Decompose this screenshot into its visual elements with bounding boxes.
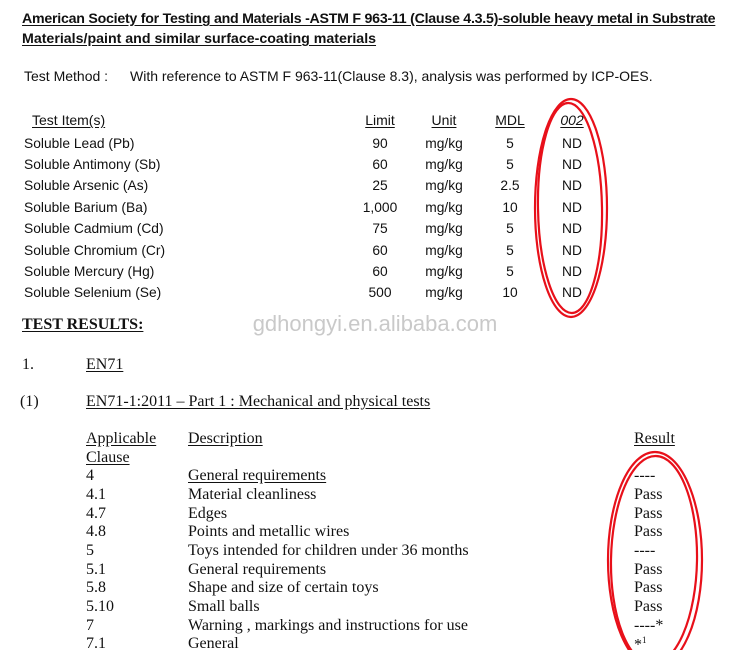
clause-description: Points and metallic wires [188,523,350,540]
clause-number: 7.1 [86,635,106,652]
clause-number: 4.8 [86,523,106,540]
unit-value: mg/kg [425,264,463,279]
col-header-result: Result [634,430,675,447]
clause-description: General requirements [188,561,327,578]
limit-value: 25 [372,178,388,193]
test-method-text: With reference to ASTM F 963-11(Clause 8.3), analysis was performed by ICP-OES. [130,68,653,84]
result-value: ND [562,136,582,151]
result-value: ND [562,221,582,236]
clause-description: Material cleanliness [188,486,317,503]
unit-value: mg/kg [425,200,463,215]
clause-result [634,635,647,654]
mdl-value: 5 [506,136,514,151]
test-item-name: Soluble Mercury (Hg) [24,264,155,279]
clause-number: 5 [86,542,94,559]
result-value: ND [562,157,582,172]
result-value: ND [562,243,582,258]
mdl-value: 10 [502,285,518,300]
clause-result: Pass [634,486,663,503]
limit-value: 1,000 [362,200,398,215]
clause-description: Edges [188,505,228,522]
result-value: ND [562,264,582,279]
clause-result: Pass [634,598,663,615]
clause-number: 4.7 [86,505,106,522]
clause-number: 4 [86,467,94,484]
col-header-unit: Unit [431,112,457,128]
clause-result: Pass [634,579,663,596]
col-header-sample-002: 002 [560,112,584,128]
test-results-heading: TEST RESULTS: [22,316,144,333]
clause-result: Pass [634,523,663,540]
limit-value: 60 [372,243,388,258]
col-header-description: Description [188,430,263,447]
mdl-value: 5 [506,157,514,172]
test-item-name: Soluble Cadmium (Cd) [24,221,164,236]
test-item-name: Soluble Arsenic (As) [24,178,149,193]
unit-value: mg/kg [425,178,463,193]
result-value: ND [562,200,582,215]
test-method-label: Test Method : [24,68,109,84]
clause-result: ---- [634,467,656,484]
test-item-name: Soluble Chromium (Cr) [24,243,166,258]
clause-description: Shape and size of certain toys [188,579,379,596]
clause-result: ---- [634,542,656,559]
col-header-mdl: MDL [495,112,525,128]
result-value: ND [562,285,582,300]
test-item-name: Soluble Barium (Ba) [24,200,148,215]
clause-description: Toys intended for children under 36 months [188,542,469,559]
clause-result: Pass [634,561,663,578]
clause-description: Small balls [188,598,260,615]
limit-value: 90 [372,136,388,151]
mdl-value: 5 [506,243,514,258]
subsection-number: (1) [20,393,39,410]
unit-value: mg/kg [425,243,463,258]
unit-value: mg/kg [425,221,463,236]
col-header-limit: Limit [365,112,395,128]
clause-result-text: * [634,636,642,654]
section-title: EN71 [86,356,124,373]
col-header-test-item: Test Item(s) [32,112,106,128]
clause-result: Pass [634,505,663,522]
result-value: ND [562,178,582,193]
limit-value: 60 [372,157,388,172]
limit-value: 500 [368,285,392,300]
clause-number: 5.8 [86,579,106,596]
mdl-value: 5 [506,221,514,236]
report-title-line-1: American Society for Testing and Materials -ASTM F 963-11 (Clause 4.3.5)-soluble heavy metal in Substrate [22,11,716,27]
clause-number: 5.1 [86,561,106,578]
mdl-value: 5 [506,264,514,279]
report-title-line-2: Materials/paint and similar surface-coating materials [22,31,377,47]
limit-value: 75 [372,221,388,236]
mdl-value: 2.5 [500,178,520,193]
clause-description: General requirements [188,467,327,484]
clause-number: 7 [86,617,94,634]
unit-value: mg/kg [425,285,463,300]
unit-value: mg/kg [425,157,463,172]
limit-value: 60 [372,264,388,279]
test-item-name: Soluble Selenium (Se) [24,285,162,300]
mdl-value: 10 [502,200,518,215]
clause-number: 4.1 [86,486,106,503]
clause-result: ----* [634,617,664,634]
watermark: gdhongyi.en.alibaba.com [252,311,498,336]
col-header-clause-line-2: Clause [86,449,130,466]
clause-description: General [188,635,239,652]
test-item-name: Soluble Antimony (Sb) [24,157,161,172]
clause-number: 5.10 [86,598,114,615]
unit-value: mg/kg [425,136,463,151]
clause-description: Warning , markings and instructions for use [188,617,468,634]
subsection-title: EN71-1:2011 – Part 1 : Mechanical and physical tests [86,393,431,410]
col-header-clause-line-1: Applicable [86,430,157,447]
footnote-marker: 1 [642,635,647,645]
section-number: 1. [22,356,34,373]
test-item-name: Soluble Lead (Pb) [24,136,135,151]
